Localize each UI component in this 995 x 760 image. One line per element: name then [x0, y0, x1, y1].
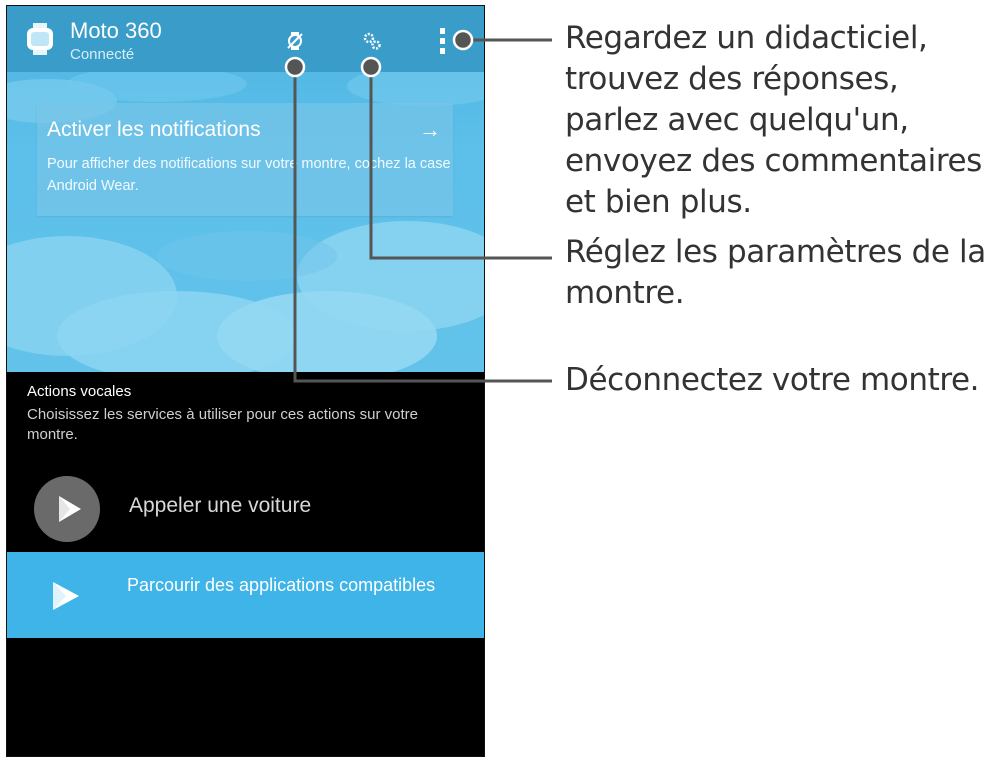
device-status: Connecté: [70, 46, 135, 63]
phone-screen: [6, 5, 485, 757]
notifications-card-body: Pour afficher des notifications sur votre montre, cochez la case Android Wear.: [47, 156, 451, 194]
notifications-card-title: Activer les notifications: [47, 118, 261, 141]
browse-apps-label: Parcourir des applications compatibles: [127, 575, 436, 595]
voice-actions-subtitle: Choisissez les services à utiliser pour ces actions sur votre montre.: [27, 406, 418, 443]
play-store-icon: [47, 578, 83, 614]
action-bar: [7, 6, 484, 72]
arrow-right-icon: →: [419, 117, 441, 142]
callout-settings: Réglez les paramètres de la montre.: [565, 234, 986, 311]
watch-icon: [27, 23, 53, 55]
settings-icon[interactable]: [361, 30, 383, 52]
overflow-menu-icon[interactable]: [438, 26, 448, 56]
enable-notifications-card[interactable]: [37, 103, 453, 216]
device-name: Moto 360: [70, 18, 162, 43]
play-store-icon: [34, 476, 100, 542]
callout-overflow-menu: Regardez un didacticiel, trouvez des réponses, parlez avec quelqu'un, envoyez des commentaires et bien plus.: [565, 20, 982, 220]
voice-action-label: Appeler une voiture: [129, 494, 312, 517]
browse-compatible-apps-button[interactable]: [7, 552, 484, 638]
callout-disconnect: Déconnectez votre montre.: [565, 362, 980, 398]
voice-actions-title: Actions vocales: [27, 383, 132, 400]
voice-action-item[interactable]: [7, 466, 484, 552]
disconnect-watch-icon[interactable]: [284, 30, 306, 52]
